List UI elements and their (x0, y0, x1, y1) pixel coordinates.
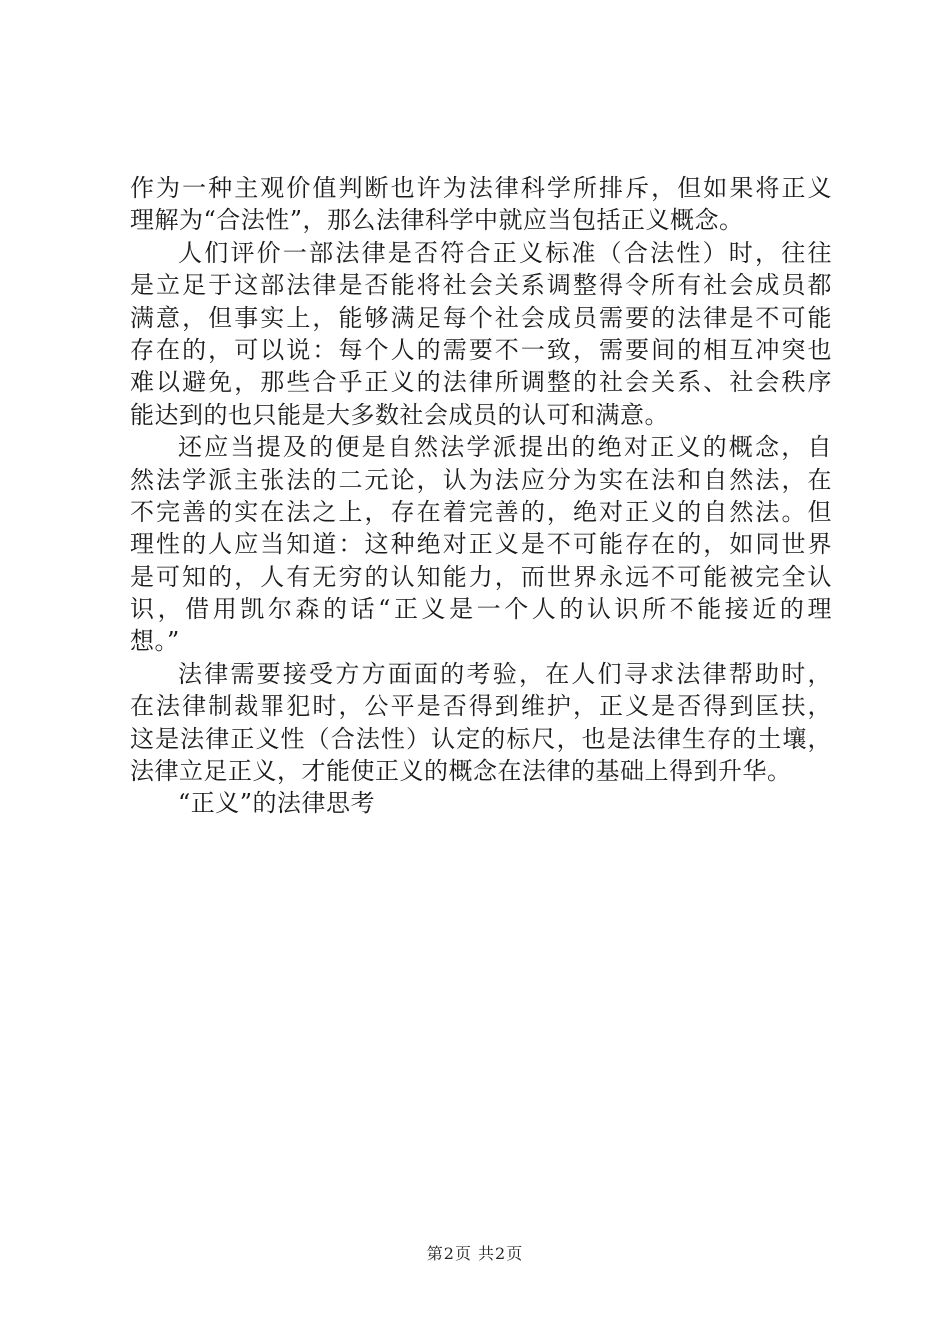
paragraph-first-line: 还应当提及的便是自然法学派提出的绝对正义的概念，自 (178, 433, 832, 462)
text-line: 理解为“合法性”，那么法律科学中就应当包括正义概念。 (130, 206, 744, 235)
text-line: 在法律制裁罪犯时，公平是否得到维护，正义是否得到匡扶， (130, 692, 832, 721)
paragraph-first-line: 人们评价一部法律是否符合正义标准（合法性）时，往往 (178, 238, 832, 267)
page-number: 第2页 共2页 (426, 1244, 524, 1263)
paragraph-first-line: 法律需要接受方方面面的考验，在人们寻求法律帮助时， (178, 659, 832, 688)
text-line: 是立足于这部法律是否能将社会关系调整得令所有社会成员都 (130, 271, 832, 300)
text-line: 想。” (130, 627, 180, 656)
document-title-line: “正义”的法律思考 (178, 789, 376, 818)
text-line: 满意，但事实上，能够满足每个社会成员需要的法律是不可能 (130, 303, 832, 332)
text-line: 是可知的，人有无穷的认知能力，而世界永远不可能被完全认 (130, 562, 832, 591)
text-line: 然法学派主张法的二元论，认为法应分为实在法和自然法，在 (130, 465, 832, 494)
document-body (130, 172, 832, 820)
text-line: 存在的，可以说：每个人的需要不一致，需要间的相互冲突也 (130, 335, 832, 364)
text-line: 识，借用凯尔森的话“正义是一个人的认识所不能接近的理 (130, 595, 832, 624)
text-line: 作为一种主观价值判断也许为法律科学所排斥，但如果将正义 (130, 174, 832, 202)
page-footer (0, 1244, 950, 1264)
text-line: 理性的人应当知道：这种绝对正义是不可能存在的，如同世界 (130, 530, 832, 559)
text-line: 这是法律正义性（合法性）认定的标尺，也是法律生存的土壤， (130, 724, 832, 753)
text-line: 能达到的也只能是大多数社会成员的认可和满意。 (130, 400, 669, 429)
text-line: 不完善的实在法之上，存在着完善的，绝对正义的自然法。但 (130, 497, 832, 526)
text-line: 难以避免，那些合乎正义的法律所调整的社会关系、社会秩序 (130, 368, 832, 397)
text-line: 法律立足正义，才能使正义的概念在法律的基础上得到升华。 (130, 757, 792, 786)
